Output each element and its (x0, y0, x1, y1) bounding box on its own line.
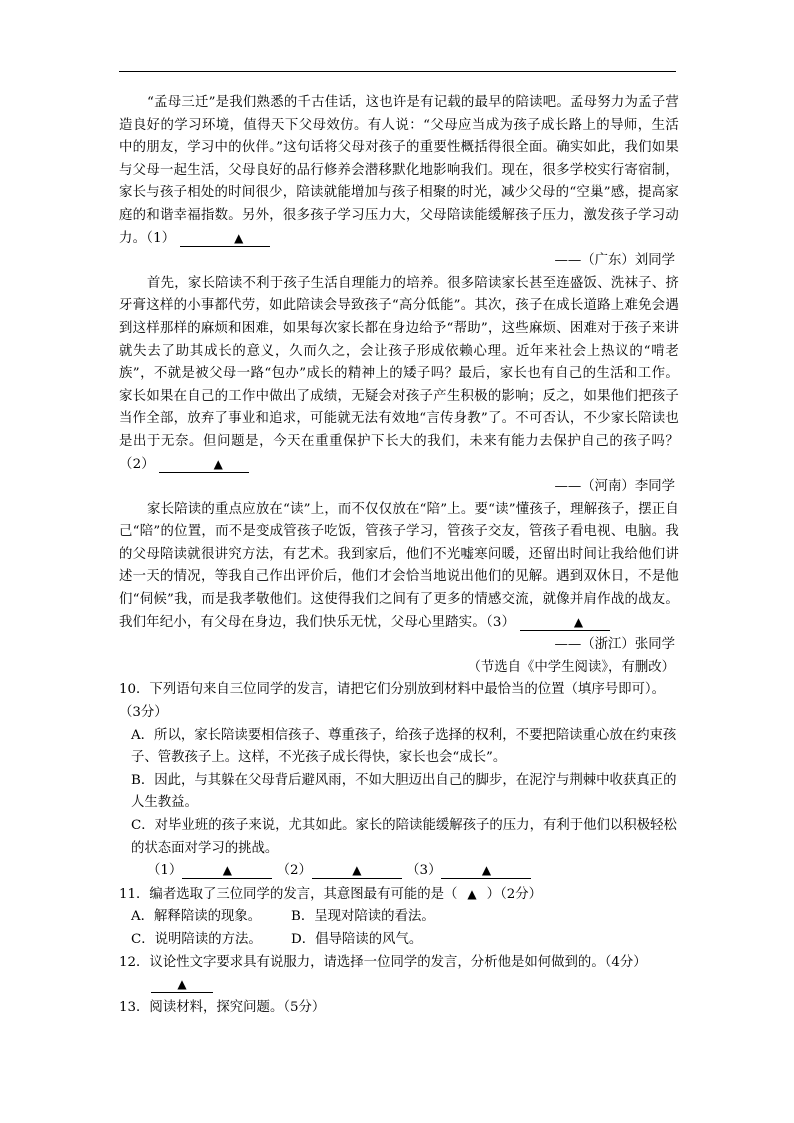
question-11-choices-row-1 (119, 906, 679, 929)
triangle-icon: ▲ (213, 456, 224, 471)
paragraph-2-text: 首先，家长陪读不利于孩子生活自理能力的培养。很多陪读家长甚至连盛饭、洗袜子、挤牙膏这样的小事都代劳，如此陪读会导致孩子“高分低能”。其次，孩子在成长道路上难免会遇到这样那样的麻烦和困难，如果每次家长都在身边给予“帮助”，这些麻烦、困难对于孩子来讲就失去了助其成长的意义，久而久之，会让孩子形成依赖心理。近年来社会上热议的“啃老族”，不就是被父母一路“包办”成长的精神上的矮子吗？最后，家长也有自己的生活和工作。家长如果在自己的工作中做出了成绩，无疑会对孩子产生积极的影响；反之，如果他们把孩子当作全部，放弃了事业和追求，可能就无法有效地“言传身教”了。不可否认，不少家长陪读也是出于无奈。但问题是，今天在重重保护下长大的我们，未来有能力去保护自己的孩子吗？ (119, 275, 679, 449)
signature-3: ——（浙江）张同学 (554, 637, 675, 653)
answer-label-2: （2） (276, 863, 312, 879)
answer-blank-3[interactable] (520, 615, 610, 631)
question-11-choices-row-2 (119, 929, 679, 952)
triangle-icon: ▲ (481, 863, 492, 878)
question-12-stem: 12．议论性文字要求具有说服力，请选择一位同学的发言，分析他是如何做到的。（4分） (119, 954, 647, 970)
paragraph-2 (119, 273, 679, 476)
question-10-answers (119, 860, 679, 883)
paragraph-3 (119, 499, 679, 635)
question-11-stem-before: 11．编者选取了三位同学的发言，其意图最有可能的是（ (119, 886, 458, 902)
header-rule (119, 71, 676, 72)
triangle-icon: ▲ (177, 977, 187, 992)
blank-label-1: （1） (146, 230, 176, 246)
question-11-choice-d: D．倡导陪读的风气。 (291, 931, 423, 947)
question-13-stem: 13．阅读材料，探究问题。（5分） (119, 999, 326, 1015)
paragraph-1-text: “孟母三迁”是我们熟悉的千古佳话，这也许是有记载的最早的陪读吧。孟母努力为孟子营造良好的学习环境，值得天下父母效仿。有人说：“父母应当成为孩子成长路上的导师，生活中的朋友，学习中的伙伴。”这句话将父母对孩子的重要性概括得很全面。确实如此，我们如果与父母一起生活，父母良好的品行修养会潜移默化地影响我们。现在，很多学校实行寄宿制，家长与孩子相处的时间很少，陪读就能增加与孩子相聚的时光，减少父母的“空巢”感，提高家庭的和谐幸福指数。另外，很多孩子学习压力大，父母陪读能缓解孩子压力，激发孩子学习动力。 (119, 95, 679, 246)
document-body (119, 92, 679, 1019)
triangle-icon: ▲ (222, 863, 232, 878)
question-11-choice-c: C．说明陪读的方法。 (131, 931, 262, 947)
question-10-option-b: B．因此，与其躲在父母背后避风雨，不如大胆迈出自己的脚步，在泥泞与荆棘中收获真正的人生教益。 (131, 772, 677, 811)
question-10-option-a: A．所以，家长陪读要相信孩子、尊重孩子，给孩子选择的权利，不要把陪读重心放在约束孩子、管教孩子上。这样，不光孩子成长得快，家长也会“成长”。 (131, 727, 677, 766)
question-11-choice-a: A．解释陪读的现象。 (131, 909, 262, 925)
triangle-icon: ▲ (573, 614, 584, 629)
answer-blank-2[interactable] (159, 457, 249, 473)
paragraph-1 (119, 92, 679, 250)
source-note: （节选自《中学生阅读》，有删改） (467, 659, 675, 675)
triangle-icon: ▲ (352, 863, 362, 878)
q10-answer-blank-1[interactable] (182, 863, 272, 879)
paragraph-3-text: 家长陪读的重点应放在“读”上，而不仅仅放在“陪”上。要“读”懂孩子，理解孩子，摆正自己“陪”的位置，而不是变成管孩子吃饭，管孩子学习，管孩子交友，管孩子看电视、电脑。我的父母陪读就很讲究方法，有艺术。我到家后，他们不光嘘寒问暖，还留出时间让我给他们讲述一天的情况，等我自己作出评价后，他们才会恰当地说出他们的见解。遇到双休日，不是他们“伺候”我，而是我孝敬他们。这使得我们之间有了更多的情感交流，就像并肩作战的战友。我们年纪小，有父母在身边，我们快乐无忧，父母心里踏实。 (119, 501, 679, 630)
blank-label-2: （2） (119, 456, 155, 472)
question-11-choice-b: B．呈现对陪读的看法。 (291, 909, 435, 925)
answer-label-3: （3） (406, 863, 442, 879)
answer-blank-1[interactable] (180, 231, 270, 247)
question-10-option-c: C．对毕业班的孩子来说，尤其如此。家长的陪读能缓解孩子的压力，有利于他们以积极轻松的状态面对学习的挑战。 (131, 818, 677, 856)
question-12-answer-line (119, 974, 679, 997)
signature-2: ——（河南）李同学 (554, 479, 675, 495)
question-11-stem-after: ）（2分） (486, 886, 543, 902)
q12-answer-blank[interactable] (151, 977, 213, 993)
question-10-stem: 10．下列语句来自三位同学的发言，请把它们分别放到材料中最恰当的位置（填序号即可）。（3分） (119, 682, 665, 721)
q10-answer-blank-3[interactable] (441, 863, 531, 879)
question-11-stem (119, 883, 679, 907)
q10-answer-blank-2[interactable] (312, 863, 402, 879)
triangle-icon: ▲ (234, 230, 244, 245)
blank-label-3: （3） (485, 614, 516, 630)
triangle-icon[interactable]: ▲ (467, 886, 477, 901)
answer-label-1: （1） (147, 863, 183, 879)
signature-1: ——（广东）刘同学 (554, 253, 675, 269)
